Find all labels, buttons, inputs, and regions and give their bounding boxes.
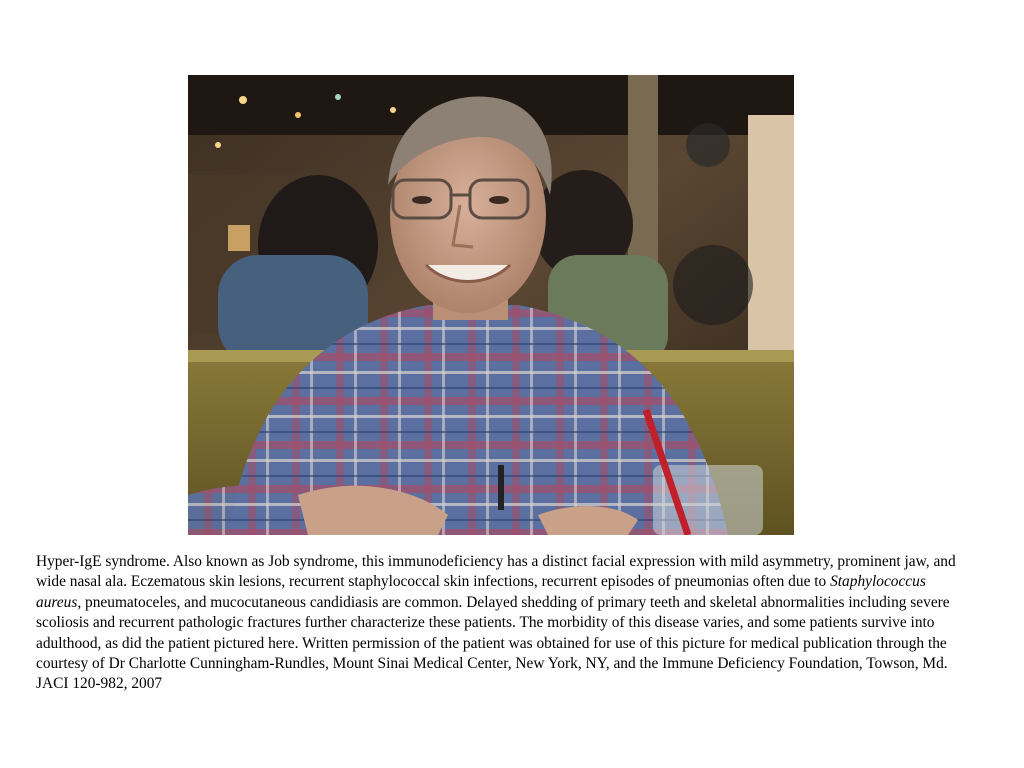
photo-illustration bbox=[188, 75, 794, 535]
patient-photo bbox=[188, 75, 794, 535]
caption-species-name: Staphylococcus aureus bbox=[36, 573, 926, 611]
caption-text-end: , pneumatoceles, and mucocutaneous candidiasis are common. Delayed shedding of primary teeth and skeletal abnormalities including severe scoliosis and recurrent pathologic fractures further characterize these patients. The morbidity of this disease varies, and some patients survive into adulthood, as did the patient pictured here. Written permission of the patient was obtained for use of this picture for medical publication through the courtesy of Dr Charlotte Cunningham-Rundles, Mount Sinai Medical Center, New York, NY, and the Immune Deficiency Foundation, Towson, Md. JACI 120-982, 2007 bbox=[36, 593, 950, 693]
caption-text-start: Hyper-IgE syndrome. Also known as Job syndrome, this immunodeficiency has a distinct facial expression with mild asymmetry, prominent jaw, and wide nasal ala. Eczematous skin lesions, recurrent staphylococcal skin infections, recurrent episodes of pneumonias often due to bbox=[36, 553, 956, 591]
figure-caption bbox=[36, 552, 966, 695]
